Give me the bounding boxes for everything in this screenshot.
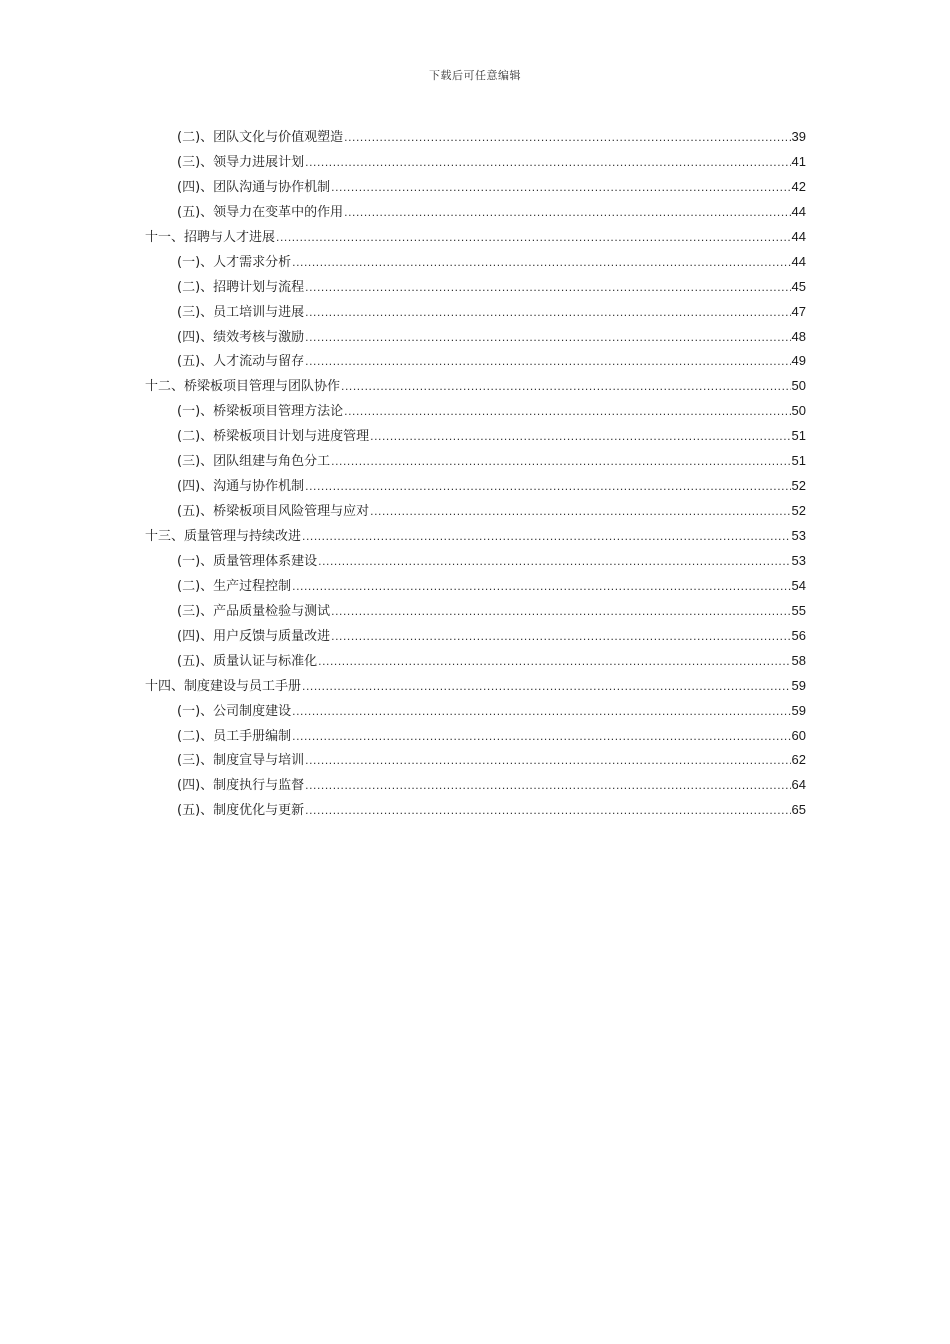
toc-entry-title[interactable]: (五)、领导力在变革中的作用 [177, 204, 344, 220]
toc-entry[interactable] [145, 649, 806, 674]
toc-entry-title[interactable]: (四)、团队沟通与协作机制 [177, 179, 331, 195]
toc-entry-title[interactable]: (五)、人才流动与留存 [177, 354, 305, 370]
toc-entry[interactable] [145, 349, 806, 374]
toc-dot-leader [331, 449, 790, 474]
toc-entry-title[interactable]: (三)、制度宣导与培训 [177, 753, 305, 769]
toc-dot-leader [305, 773, 790, 798]
toc-entry-title[interactable]: 十二、桥梁板项目管理与团队协作 [145, 379, 341, 395]
toc-entry-title[interactable]: (一)、人才需求分析 [177, 254, 292, 270]
toc-entry-title[interactable]: (二)、生产过程控制 [177, 578, 292, 594]
toc-dot-leader [305, 325, 790, 350]
toc-dot-leader [331, 599, 790, 624]
toc-dot-leader [302, 674, 791, 699]
toc-entry-page-number[interactable]: 49 [791, 353, 806, 369]
toc-dot-leader [370, 424, 790, 449]
toc-entry-title[interactable]: (五)、桥梁板项目风险管理与应对 [177, 504, 370, 520]
toc-entry-page-number[interactable]: 51 [791, 428, 806, 444]
toc-dot-leader [331, 175, 790, 200]
toc-entry-page-number[interactable]: 44 [791, 228, 806, 244]
toc-entry[interactable] [145, 374, 806, 399]
toc-dot-leader [302, 524, 791, 549]
toc-dot-leader [344, 200, 790, 225]
toc-entry-page-number[interactable]: 64 [791, 777, 806, 793]
toc-entry-title[interactable]: (一)、质量管理体系建设 [177, 553, 318, 569]
toc-entry[interactable] [145, 748, 806, 773]
toc-entry[interactable] [145, 225, 806, 250]
toc-entry[interactable] [145, 200, 806, 225]
toc-entry-page-number[interactable]: 52 [791, 503, 806, 519]
toc-entry-title[interactable]: (三)、员工培训与进展 [177, 304, 305, 320]
toc-entry-page-number[interactable]: 47 [791, 303, 806, 319]
toc-entry-page-number[interactable]: 51 [791, 453, 806, 469]
toc-entry-title[interactable]: (五)、制度优化与更新 [177, 803, 305, 819]
toc-entry[interactable] [145, 399, 806, 424]
toc-dot-leader [292, 724, 790, 749]
toc-entry[interactable] [145, 424, 806, 449]
toc-dot-leader [331, 624, 790, 649]
toc-dot-leader [305, 798, 790, 823]
toc-entry[interactable] [145, 699, 806, 724]
toc-dot-leader [292, 250, 790, 275]
toc-entry-title[interactable]: 十三、质量管理与持续改进 [145, 529, 302, 544]
toc-entry[interactable] [145, 798, 806, 823]
toc-dot-leader [276, 225, 791, 250]
toc-entry-title[interactable]: (三)、团队组建与角色分工 [177, 454, 331, 470]
toc-entry-page-number[interactable]: 60 [791, 727, 806, 743]
toc-dot-leader [292, 699, 790, 724]
toc-entry[interactable] [145, 275, 806, 300]
toc-entry-page-number[interactable]: 59 [791, 702, 806, 718]
toc-entry[interactable] [145, 724, 806, 749]
toc-entry-page-number[interactable]: 55 [791, 602, 806, 618]
toc-entry-page-number[interactable]: 44 [791, 253, 806, 269]
toc-entry-page-number[interactable]: 42 [791, 178, 806, 194]
toc-dot-leader [305, 474, 790, 499]
toc-entry-page-number[interactable]: 56 [791, 627, 806, 643]
toc-dot-leader [344, 399, 790, 424]
toc-entry-page-number[interactable]: 54 [791, 577, 806, 593]
toc-dot-leader [305, 300, 790, 325]
toc-dot-leader [318, 649, 790, 674]
toc-entry-page-number[interactable]: 48 [791, 328, 806, 344]
toc-entry-title[interactable]: (三)、领导力进展计划 [177, 154, 305, 170]
toc-entry-title[interactable]: 十四、制度建设与员工手册 [145, 678, 302, 694]
toc-entry-title[interactable]: (四)、绩效考核与激励 [177, 329, 305, 345]
toc-entry[interactable] [145, 549, 806, 574]
toc-entry[interactable] [145, 574, 806, 599]
toc-entry-title[interactable]: (一)、公司制度建设 [177, 703, 292, 719]
toc-entry-title[interactable]: (四)、用户反馈与质量改进 [177, 628, 331, 644]
toc-entry-title[interactable]: (二)、员工手册编制 [177, 728, 292, 744]
toc-dot-leader [305, 349, 790, 374]
toc-entry[interactable] [145, 499, 806, 524]
toc-entry[interactable] [145, 175, 806, 200]
toc-dot-leader [305, 275, 790, 300]
toc-entry[interactable] [145, 125, 806, 150]
table-of-contents [145, 125, 806, 823]
toc-entry-title[interactable]: (三)、产品质量检验与测试 [177, 603, 331, 619]
toc-entry-page-number[interactable]: 45 [791, 278, 806, 294]
toc-dot-leader [370, 499, 790, 524]
toc-entry[interactable] [145, 150, 806, 175]
toc-entry-title[interactable]: (四)、沟通与协作机制 [177, 479, 305, 495]
toc-entry-page-number[interactable]: 59 [791, 677, 806, 693]
toc-dot-leader [305, 748, 790, 773]
toc-entry-page-number[interactable]: 44 [791, 203, 806, 219]
toc-entry-page-number[interactable]: 50 [791, 378, 806, 394]
toc-entry[interactable] [145, 524, 806, 549]
toc-entry-page-number[interactable]: 58 [791, 652, 806, 668]
toc-entry-title[interactable]: 十一、招聘与人才进展 [145, 229, 276, 245]
page-header: 下载后可任意编辑 [429, 69, 521, 82]
toc-entry-title[interactable]: (四)、制度执行与监督 [177, 778, 305, 794]
toc-entry[interactable] [145, 325, 806, 350]
toc-dot-leader [305, 150, 790, 175]
toc-entry-title[interactable]: (五)、质量认证与标准化 [177, 653, 318, 669]
toc-entry-page-number[interactable]: 39 [791, 129, 806, 144]
toc-entry[interactable] [145, 674, 806, 699]
toc-entry[interactable] [145, 250, 806, 275]
toc-dot-leader [318, 549, 790, 574]
toc-entry[interactable] [145, 773, 806, 798]
toc-entry-page-number[interactable]: 50 [791, 403, 806, 419]
toc-entry-page-number[interactable]: 41 [791, 153, 806, 169]
toc-entry-title[interactable]: (一)、桥梁板项目管理方法论 [177, 404, 344, 420]
toc-entry-page-number[interactable]: 53 [791, 552, 806, 568]
toc-entry[interactable] [145, 599, 806, 624]
toc-entry-title[interactable]: (二)、招聘计划与流程 [177, 279, 305, 295]
toc-entry-title[interactable]: (二)、桥梁板项目计划与进度管理 [177, 429, 370, 445]
toc-dot-leader [344, 125, 790, 150]
toc-entry-page-number[interactable]: 53 [791, 528, 806, 543]
toc-entry[interactable] [145, 300, 806, 325]
toc-dot-leader [341, 374, 791, 399]
toc-entry-page-number[interactable]: 62 [791, 752, 806, 768]
toc-entry[interactable] [145, 474, 806, 499]
toc-entry[interactable] [145, 449, 806, 474]
toc-entry-title[interactable]: (二)、团队文化与价值观塑造 [177, 130, 344, 145]
toc-dot-leader [292, 574, 790, 599]
toc-entry[interactable] [145, 624, 806, 649]
toc-entry-page-number[interactable]: 52 [791, 478, 806, 494]
toc-entry-page-number[interactable]: 65 [791, 802, 806, 818]
